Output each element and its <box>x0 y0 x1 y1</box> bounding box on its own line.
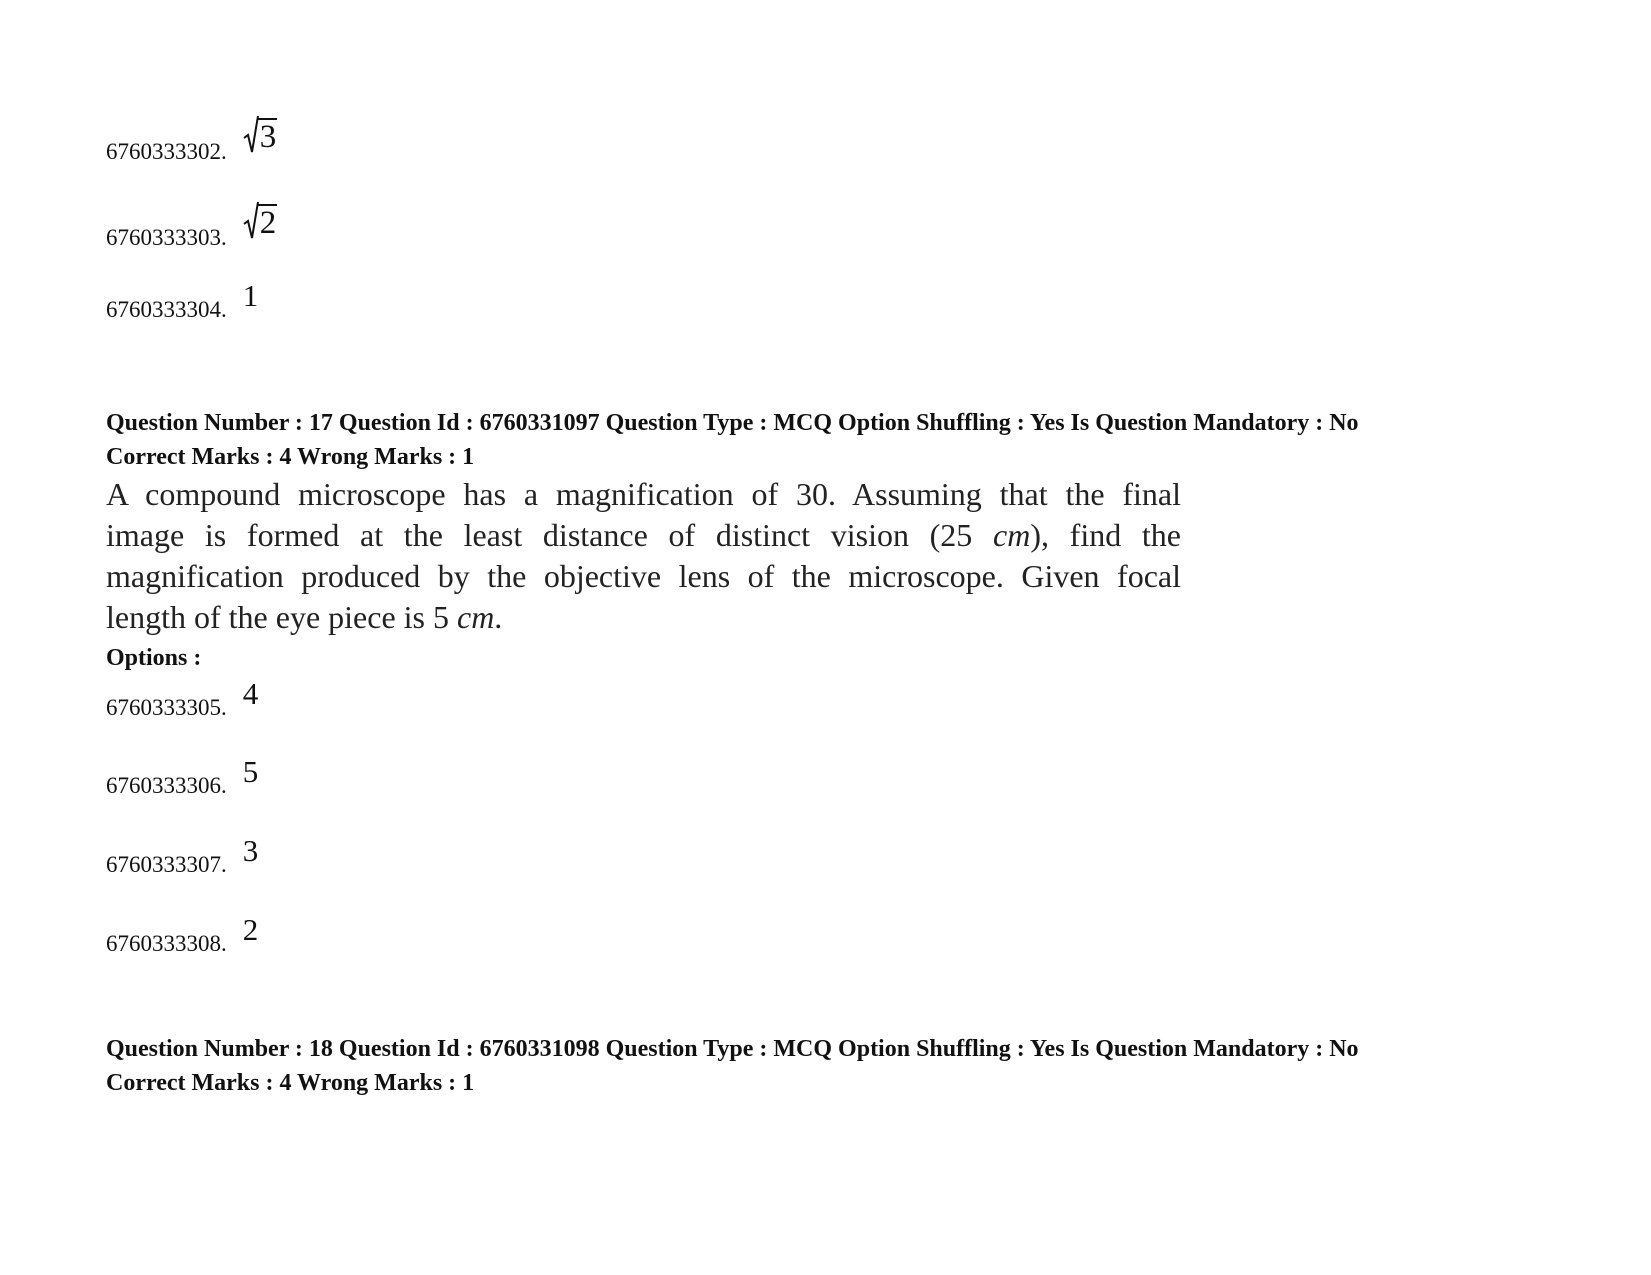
question-18-meta <box>106 1032 1359 1100</box>
option-value: 4 <box>242 676 259 711</box>
square-root-expression <box>243 114 278 154</box>
option-value: 5 <box>242 754 259 789</box>
option-row <box>106 912 259 957</box>
option-id: 6760333307. <box>106 852 227 877</box>
marks-meta-line: Correct Marks : 4 Wrong Marks : 1 <box>106 1070 475 1096</box>
question-text-line <box>106 597 1181 638</box>
question-17-meta <box>106 406 1359 474</box>
unit-text: cm <box>993 517 1031 553</box>
question-meta-line: Question Number : 17 Question Id : 6760331097 Question Type : MCQ Option Shuffling : Yes Is Question Mandatory : No <box>106 410 1359 436</box>
question-17-text <box>106 474 1181 638</box>
option-row <box>106 206 277 251</box>
option-value <box>243 200 278 245</box>
text-segment: ), find the <box>1030 517 1182 553</box>
text-segment: length of the eye piece is 5 <box>106 599 457 635</box>
options-label: Options : <box>106 645 202 671</box>
question-meta-line: Question Number : 18 Question Id : 6760331098 Question Type : MCQ Option Shuffling : Yes Is Question Mandatory : No <box>106 1036 1359 1062</box>
text-segment: image is formed at the least distance of distinct vision (25 <box>106 517 994 553</box>
option-row <box>106 278 259 323</box>
option-row <box>106 754 259 799</box>
option-row <box>106 676 259 721</box>
radicand: 3 <box>259 119 277 155</box>
option-row <box>106 833 259 878</box>
option-id: 6760333305. <box>106 695 227 720</box>
option-value: 1 <box>242 278 259 313</box>
radical-sign-icon <box>243 114 259 154</box>
option-id: 6760333302. <box>106 139 227 164</box>
question-text-line: magnification produced by the objective lens of the microscope. Given focal <box>106 558 1181 594</box>
radical-sign-icon <box>243 200 259 240</box>
option-id: 6760333303. <box>106 225 227 250</box>
option-id: 6760333308. <box>106 931 227 956</box>
option-id: 6760333306. <box>106 773 227 798</box>
marks-meta-line: Correct Marks : 4 Wrong Marks : 1 <box>106 444 475 470</box>
radicand: 2 <box>259 205 277 241</box>
unit-text: cm <box>456 599 495 635</box>
option-value: 2 <box>242 912 259 947</box>
option-id: 6760333304. <box>106 297 227 322</box>
option-value: 3 <box>242 833 259 868</box>
text-segment: . <box>494 599 503 635</box>
option-row <box>106 120 277 165</box>
option-value <box>243 114 278 159</box>
square-root-expression <box>243 200 278 240</box>
question-text-line <box>106 515 1181 556</box>
question-text-line: A compound microscope has a magnification of 30. Assuming that the final <box>106 476 1181 512</box>
